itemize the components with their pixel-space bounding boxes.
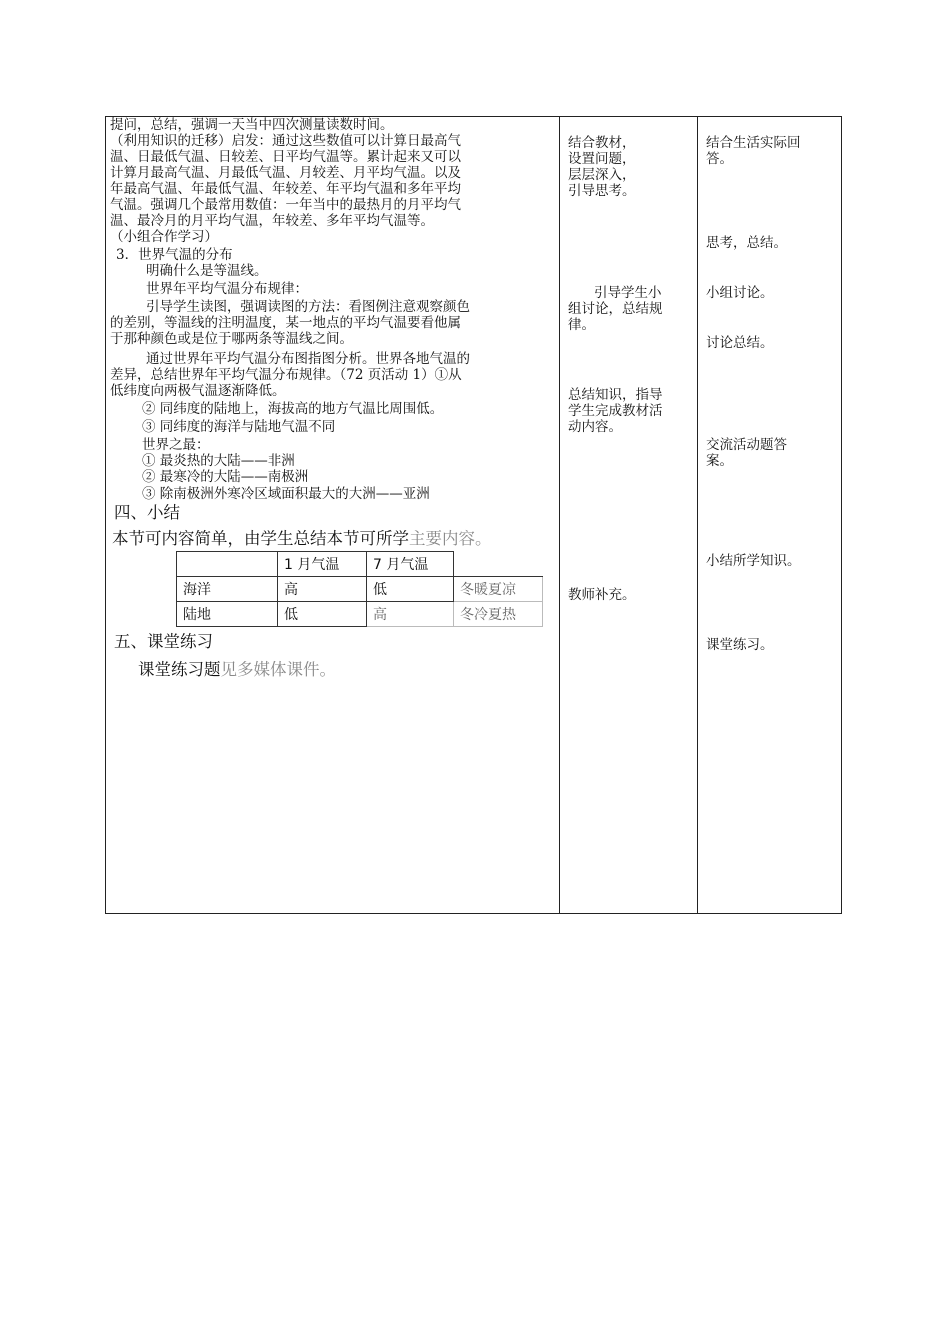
table-row [177,602,543,627]
table-row [177,577,543,602]
text-line: 结合教材， [568,135,636,151]
text-line: ② 最寒冷的大陆——南极洲 [142,469,309,485]
section-heading-summary: 四、小结 [114,503,180,522]
text-line: 计算月最高气温、月最低气温、月较差、月平均气温。以及 [110,165,461,181]
text-line: 交流活动题答 [706,437,787,453]
text-line: 层层深入， [568,167,636,183]
text-line: ② 同纬度的陆地上，海拔高的地方气温比周围低。 [142,401,444,417]
table-header-row [177,552,543,577]
text-line: （小组合作学习） [110,229,218,245]
table-cell: 冬暖夏凉 [454,577,543,602]
text-line: 案。 [706,453,733,469]
table-cell: 陆地 [177,602,278,627]
text-line: 气温。强调几个最常用数值：一年当中的最热月的月平均气 [110,197,461,213]
lesson-plan-table [105,116,842,914]
text-line: 世界之最： [142,437,210,453]
teacher-activity-column [568,117,698,913]
text-line: 年最高气温、年最低气温、年较差、年平均气温和多年平均 [110,181,461,197]
text-line: 总结知识，指导 [568,387,663,403]
text-line: 结合生活实际回 [706,135,801,151]
text-line: 明确什么是等温线。 [146,263,268,279]
text-line: 小结所学知识。 [706,553,801,569]
text-line: 思考，总结。 [706,235,787,251]
text-line: ③ 同纬度的海洋与陆地气温不同 [142,419,336,435]
teaching-content-column [110,117,556,913]
table-cell: 海洋 [177,577,278,602]
text-line: 学生完成教材活 [568,403,663,419]
table-header-cell [454,552,543,577]
table-header-cell: 7 月气温 [367,552,454,577]
text-line: 的差别，等温线的注明温度，某一地点的平均气温要看他属 [110,315,461,331]
text-line: 律。 [568,317,595,333]
practice-text-main: 课堂练习题 [138,660,221,679]
text-line: 组讨论，总结规 [568,301,663,317]
text-line: 引导思考。 [568,183,636,199]
section-heading: 3．世界气温的分布 [116,247,233,263]
summary-text [112,529,492,549]
table-cell: 低 [367,577,454,602]
text-line: 小组讨论。 [706,285,774,301]
text-line: ① 最炎热的大陆——非洲 [142,453,295,469]
student-activity-column [706,117,838,913]
text-line: 温、最冷月的月平均气温，年较差、多年平均气温等。 [110,213,434,229]
column-divider [559,117,560,913]
table-cell: 低 [278,602,367,627]
text-line: 课堂练习。 [706,637,774,653]
table-cell: 高 [367,602,454,627]
text-line: 引导学生小 [594,285,662,301]
text-line: 答。 [706,151,733,167]
text-line: ③ 除南极洲外寒冷区域面积最大的大洲——亚洲 [142,486,430,502]
practice-text [138,660,336,680]
text-line: 温、日最低气温、日较差、日平均气温等。累计起来又可以 [110,149,461,165]
summary-text-main: 本节可内容简单，由学生总结本节可所学 [112,529,409,548]
text-line: 动内容。 [568,419,622,435]
text-line: 差异，总结世界年平均气温分布规律。（72 页活动 1）①从 [110,367,462,383]
section-heading-practice: 五、课堂练习 [114,632,213,651]
text-line: 讨论总结。 [706,335,774,351]
summary-text-faded: 主要内容。 [409,529,492,548]
table-cell: 冬冷夏热 [454,602,543,627]
table-header-cell: 1 月气温 [278,552,367,577]
text-line: （利用知识的迁移）启发：通过这些数值可以计算日最高气 [110,133,461,149]
text-line: 引导学生读图，强调读图的方法：看图例注意观察颜色 [146,299,470,315]
table-cell: 高 [278,577,367,602]
text-line: 通过世界年平均气温分布图指图分析。世界各地气温的 [146,351,470,367]
practice-text-faded: 见多媒体课件。 [220,660,336,679]
text-line: 低纬度向两极气温逐渐降低。 [110,383,286,399]
text-line: 提问，总结，强调一天当中四次测量读数时间。 [110,117,394,133]
table-header-cell [177,552,278,577]
text-line: 设置问题， [568,151,636,167]
comparison-table [176,551,543,627]
text-line: 世界年平均气温分布规律： [146,281,308,297]
text-line: 教师补充。 [568,587,636,603]
text-line: 于那种颜色或是位于哪两条等温线之间。 [110,331,353,347]
